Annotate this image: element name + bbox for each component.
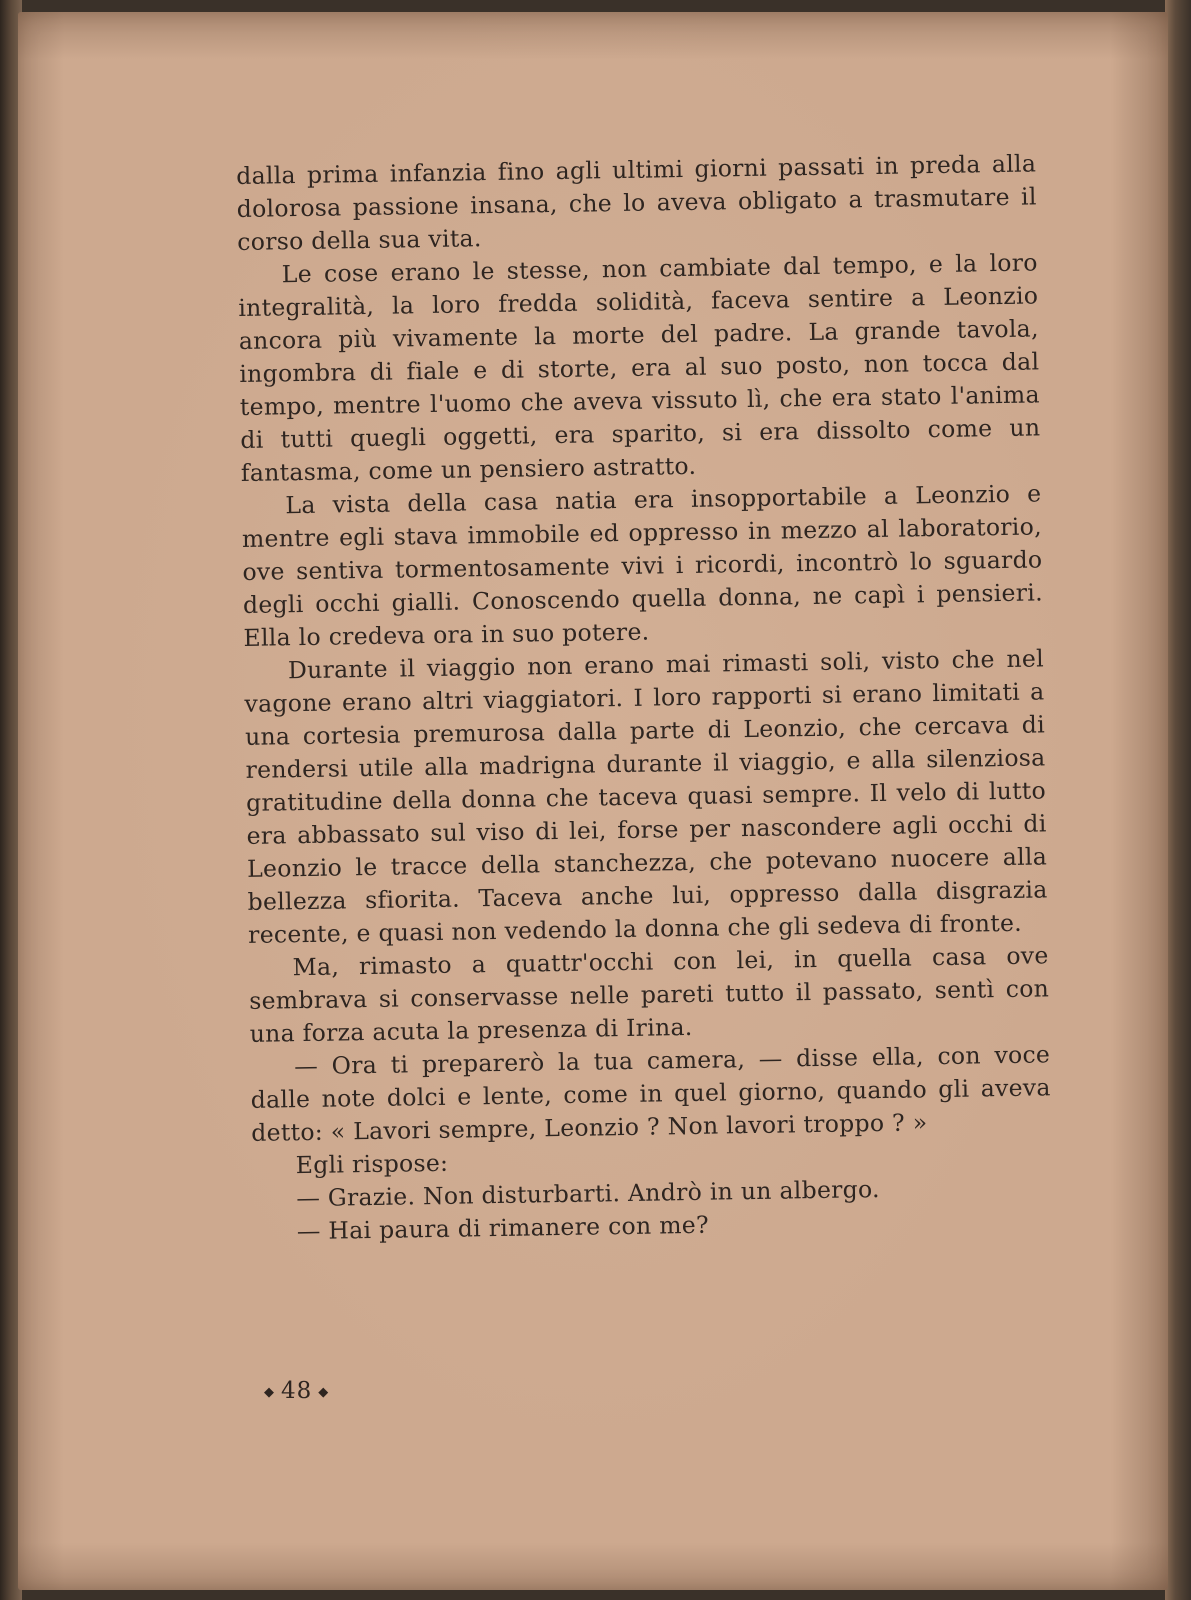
diamond-ornament-icon: ◆ <box>264 1384 275 1400</box>
paragraph-1: dalla prima infanzia fino agli ultimi giorni passati in preda alla dolorosa passione insana, che lo aveva obligato a trasmutare il corso della sua vita. <box>236 149 1037 256</box>
body-text <box>236 147 1053 1248</box>
paragraph-4: Durante il viaggio non erano mai rimasti soli, visto che nel vagone erano altri viaggiatori. I loro rapporti si erano limitati a una cortesia premurosa dalla parte di Leonzio, che cercava di rendersi utile alla madrigna durante il viaggio, e alla silenziosa gratitudine della donna che taceva quasi sempre. Il velo di lutto era abbassato sul viso di lei, forse per nascondere agli occhi di Leonzio le tracce della stanchezza, che potevano nuocere alla bellezza sfiorita. Taceva anche lui, oppresso dalla disgrazia recente, e quasi non vedendo la donna che gli sedeva di fronte. <box>244 644 1048 949</box>
paragraph-6: — Ora ti preparerò la tua camera, — disse ella, con voce dalle note dolci e lente, come in quel giorno, quando gli aveva detto: « Lavori sempre, Leonzio ? Non lavori troppo ? » <box>250 1040 1051 1147</box>
paragraph-8: — Grazie. Non disturbarti. Andrò in un albergo. <box>296 1175 881 1213</box>
diamond-ornament-icon: ◆ <box>318 1384 330 1400</box>
paragraph-9: — Hai paura di rimanere con me? <box>296 1210 710 1246</box>
page-number-value: 48 <box>281 1378 313 1404</box>
paragraph-7: Egli rispose: <box>295 1148 449 1180</box>
page-number <box>258 1378 335 1404</box>
page-edge-shadow <box>1165 0 1191 1600</box>
paragraph-2: Le cose erano le stesse, non cambiate dal tempo, e la loro integralità, la loro fredda solidità, faceva sentire a Leonzio ancora più vivamente la morte del padre. La grande tavola, ingombra di fiale e di storte, era al suo posto, non tocca dal tempo, mentre l'uomo che aveva vissuto lì, che era stato l'anima di tutti quegli oggetti, era sparito, si era dissolto come un fantasma, come un pensiero astratto. <box>238 248 1041 487</box>
paragraph-5: Ma, rimasto a quattr'occhi con lei, in quella casa ove sembrava si conservasse nelle pareti tutto il passato, sentì con una forza acuta la presenza di Irina. <box>248 941 1050 1048</box>
paragraph-3: La vista della casa natia era insopportabile a Leonzio e mentre egli stava immobile ed oppresso in mezzo al laboratorio, ove sentiva tormentosamente vivi i ricordi, incontrò lo sguardo degli occhi gialli. Conoscendo quella donna, ne capì i pensieri. Ella lo credeva ora in suo potere. <box>241 479 1044 652</box>
